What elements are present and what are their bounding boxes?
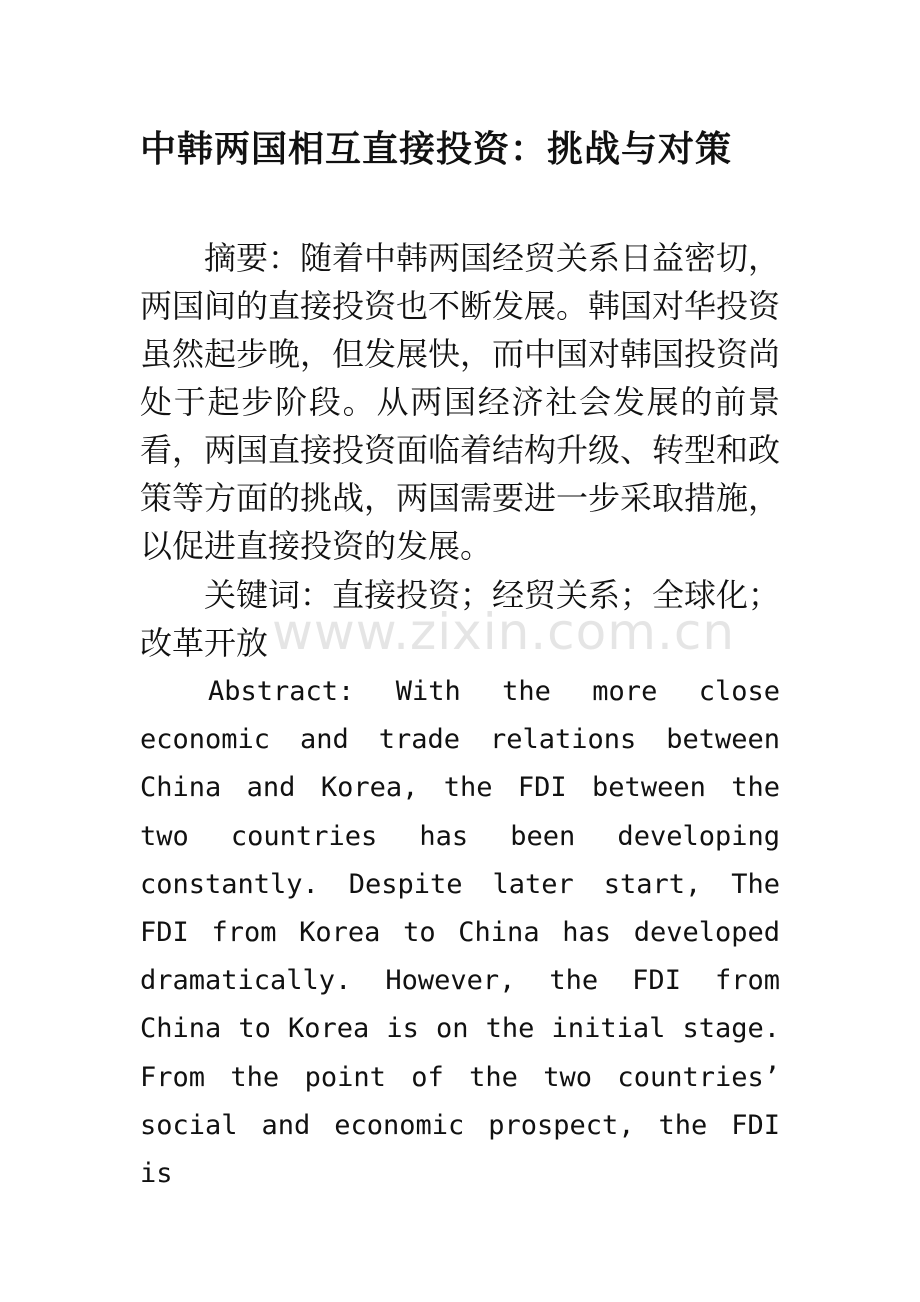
chinese-abstract-block — [140, 234, 780, 570]
document-title: 中韩两国相互直接投资：挑战与对策 — [140, 129, 733, 170]
chinese-keywords: 关键词：直接投资；经贸关系；全球化；改革开放 — [140, 576, 781, 662]
watermark: www.zixin.com.cn — [272, 603, 736, 661]
english-abstract: Abstract: With the more close economic and trade relations between China and Korea, the FDI between the two countries has been developing constantly. Despite later start, The FDI from Korea to China has developed dramatically. However, the FDI from China to Korea is on the initial stage. From the point of the two countries’ social and economic prospect, the FDI is — [140, 676, 780, 1190]
chinese-keywords-block — [140, 571, 780, 667]
document-page — [140, 0, 780, 1302]
chinese-abstract: 摘要：随着中韩两国经贸关系日益密切，两国间的直接投资也不断发展。韩国对华投资虽然起步晚，但发展快，而中国对韩国投资尚处于起步阶段。从两国经济社会发展的前景看，两国直接投资面临着结构升级、转型和政策等方面的挑战，两国需要进一步采取措施，以促进直接投资的发展。 — [140, 239, 781, 565]
